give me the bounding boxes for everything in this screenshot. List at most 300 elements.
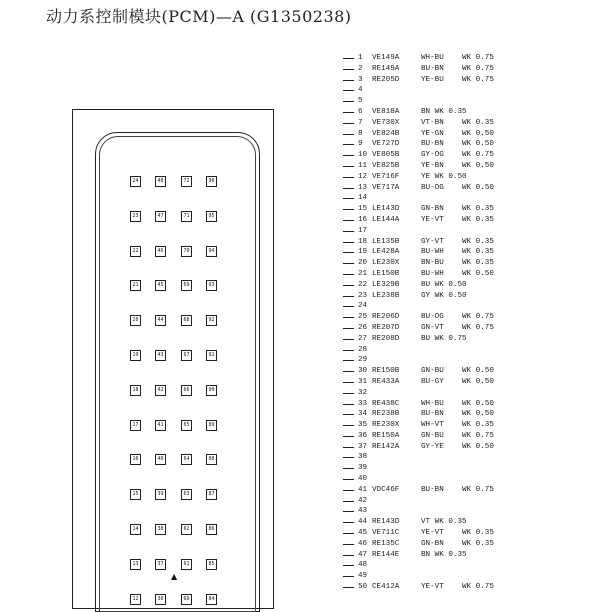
connector-pin: 24 xyxy=(130,176,141,187)
wire-size: WK 0.50 xyxy=(462,410,494,419)
wire-size: WK 0.35 xyxy=(462,205,494,214)
wire-color: BU-OG xyxy=(421,313,444,322)
pin-number: 29 xyxy=(358,356,368,365)
pin-list-item xyxy=(343,291,601,302)
pin-lead-line xyxy=(343,490,354,491)
pin-list-item xyxy=(343,150,601,161)
pin-lead-line xyxy=(343,555,354,556)
wire-color: GY-YE xyxy=(421,442,444,451)
wire-size: WK 0.50 xyxy=(462,129,494,138)
pin-number: 9 xyxy=(358,140,363,149)
pin-number: 15 xyxy=(358,205,368,214)
pin-number: 12 xyxy=(358,172,368,181)
pin-list-item xyxy=(343,96,601,107)
wire-color: BU-GY xyxy=(421,377,444,386)
wire-color: YE-VT xyxy=(421,529,444,538)
pin-number: 8 xyxy=(358,129,363,138)
connector-pin: 69 xyxy=(181,280,192,291)
pin-number: 22 xyxy=(358,280,368,289)
connector-pin: 45 xyxy=(155,280,166,291)
circuit-code: RE144E xyxy=(372,550,400,559)
circuit-code: VE711C xyxy=(372,529,400,538)
pin-list-item xyxy=(343,528,601,539)
wire-color: BN WK 0.35 xyxy=(421,107,467,116)
pin-lead-line xyxy=(343,533,354,534)
pin-list-item xyxy=(343,64,601,75)
connector-pin: 88 xyxy=(206,454,217,465)
circuit-code: RE143D xyxy=(372,518,400,527)
pin-number: 37 xyxy=(358,442,368,451)
wire-size: WK 0.35 xyxy=(462,215,494,224)
pin-list-item xyxy=(343,420,601,431)
pin-lead-line xyxy=(343,576,354,577)
connector-pin: 90 xyxy=(206,385,217,396)
pin-lead-line xyxy=(343,220,354,221)
pin-number: 48 xyxy=(358,561,368,570)
circuit-code: VE818A xyxy=(372,107,400,116)
pin-number: 34 xyxy=(358,410,368,419)
pin-list-item xyxy=(343,215,601,226)
connector-pin: 20 xyxy=(130,315,141,326)
pin-lead-line xyxy=(343,155,354,156)
circuit-code: RE208D xyxy=(372,334,400,343)
circuit-code: VE825B xyxy=(372,161,400,170)
wire-color: GY WK 0.50 xyxy=(421,291,467,300)
wire-size: WK 0.50 xyxy=(462,183,494,192)
pin-number: 27 xyxy=(358,334,368,343)
connector-pin: 86 xyxy=(206,524,217,535)
connector-housing-inner xyxy=(99,136,256,612)
connector-pin: 68 xyxy=(181,315,192,326)
wire-size: WK 0.75 xyxy=(462,151,494,160)
pin-number: 10 xyxy=(358,151,368,160)
pin-list-item xyxy=(343,345,601,356)
pin-number: 1 xyxy=(358,54,363,62)
connector-pin: 37 xyxy=(155,559,166,570)
wire-size: WK 0.50 xyxy=(462,399,494,408)
connector-pin: 95 xyxy=(206,211,217,222)
wire-size: WK 0.50 xyxy=(462,161,494,170)
pin-lead-line xyxy=(343,328,354,329)
pin-number: 25 xyxy=(358,313,368,322)
pin-number: 35 xyxy=(358,421,368,430)
pin-list-item xyxy=(343,269,601,280)
pin-list-item xyxy=(343,247,601,258)
pin-lead-line xyxy=(343,177,354,178)
pin-number: 13 xyxy=(358,183,368,192)
circuit-code: RE135C xyxy=(372,539,400,548)
circuit-code: RE438C xyxy=(372,399,400,408)
pin-list xyxy=(343,53,601,593)
connector-pin: 13 xyxy=(130,559,141,570)
connector-pin: 42 xyxy=(155,385,166,396)
pin-list-item xyxy=(343,226,601,237)
connector-key-icon: ▲ xyxy=(171,572,178,581)
wire-color: GN-BU xyxy=(421,431,444,440)
circuit-code: VE716F xyxy=(372,172,400,181)
circuit-code: RE205D xyxy=(372,75,400,84)
pin-number: 46 xyxy=(358,539,368,548)
pin-list-item xyxy=(343,204,601,215)
pin-list-item xyxy=(343,550,601,561)
pin-number: 47 xyxy=(358,550,368,559)
pin-number: 42 xyxy=(358,496,368,505)
connector-pin: 66 xyxy=(181,385,192,396)
pin-list-item xyxy=(343,506,601,517)
pin-list-item xyxy=(343,193,601,204)
circuit-code: RE206D xyxy=(372,313,400,322)
pin-number: 26 xyxy=(358,323,368,332)
pin-number: 40 xyxy=(358,475,368,484)
wire-color: BN WK 0.35 xyxy=(421,550,467,559)
pin-number: 7 xyxy=(358,118,363,127)
wire-color: GY-VT xyxy=(421,237,444,246)
connector-pin: 61 xyxy=(181,559,192,570)
circuit-code: RE433A xyxy=(372,377,400,386)
pin-lead-line xyxy=(343,425,354,426)
connector-pin: 46 xyxy=(155,246,166,257)
wire-color: YE-BU xyxy=(421,75,444,84)
pin-lead-line xyxy=(343,90,354,91)
pin-list-item xyxy=(343,301,601,312)
circuit-code: LE135B xyxy=(372,237,400,246)
connector-pin: 44 xyxy=(155,315,166,326)
connector-pin: 96 xyxy=(206,176,217,187)
pin-list-item xyxy=(343,107,601,118)
pin-list-item xyxy=(343,399,601,410)
pin-number: 31 xyxy=(358,377,368,386)
pin-list-item xyxy=(343,377,601,388)
pin-lead-line xyxy=(343,274,354,275)
wire-size: WK 0.35 xyxy=(462,259,494,268)
circuit-code: RE150B xyxy=(372,367,400,376)
pin-number: 33 xyxy=(358,399,368,408)
circuit-code: VE730X xyxy=(372,118,400,127)
connector-pin: 64 xyxy=(181,454,192,465)
circuit-code: VE727D xyxy=(372,140,400,149)
pin-number: 41 xyxy=(358,485,368,494)
wire-size: WK 0.50 xyxy=(462,377,494,386)
wire-color: VT WK 0.35 xyxy=(421,518,467,527)
pin-number: 11 xyxy=(358,161,368,170)
wire-color: BU-WH xyxy=(421,269,444,278)
wire-color: YE-BN xyxy=(421,161,444,170)
pin-list-item xyxy=(343,560,601,571)
wire-color: YE-VT xyxy=(421,215,444,224)
pin-lead-line xyxy=(343,252,354,253)
pin-list-item xyxy=(343,334,601,345)
pin-list-item xyxy=(343,355,601,366)
pin-list-item xyxy=(343,431,601,442)
wire-size: WK 0.75 xyxy=(462,75,494,84)
pin-list-item xyxy=(343,129,601,140)
connector-pin: 38 xyxy=(155,524,166,535)
wire-color: WH-VT xyxy=(421,421,444,430)
pin-list-item xyxy=(343,161,601,172)
wire-color: BU-OG xyxy=(421,183,444,192)
pin-lead-line xyxy=(343,436,354,437)
wire-color: BU WK 0.50 xyxy=(421,280,467,289)
wire-size: WK 0.75 xyxy=(462,313,494,322)
pin-lead-line xyxy=(343,69,354,70)
connector-pin: 92 xyxy=(206,315,217,326)
circuit-code: VE717A xyxy=(372,183,400,192)
pin-lead-line xyxy=(343,468,354,469)
wire-color: GN-BN xyxy=(421,539,444,548)
circuit-code: LE238B xyxy=(372,291,400,300)
pin-lead-line xyxy=(343,209,354,210)
pin-number: 38 xyxy=(358,453,368,462)
circuit-code: CE412A xyxy=(372,583,400,592)
wire-color: BU-BN xyxy=(421,140,444,149)
pin-number: 24 xyxy=(358,302,368,311)
pin-list-item xyxy=(343,409,601,420)
pin-lead-line xyxy=(343,447,354,448)
connector-pin: 15 xyxy=(130,489,141,500)
connector-pin: 87 xyxy=(206,489,217,500)
pin-list-item xyxy=(343,258,601,269)
connector-pin: 16 xyxy=(130,454,141,465)
pin-number: 17 xyxy=(358,226,368,235)
connector-pin: 23 xyxy=(130,211,141,222)
pin-lead-line xyxy=(343,393,354,394)
pin-lead-line xyxy=(343,317,354,318)
pin-list-item xyxy=(343,463,601,474)
pin-list-item xyxy=(343,452,601,463)
pin-lead-line xyxy=(343,522,354,523)
connector-pin: 89 xyxy=(206,420,217,431)
circuit-code: RE230X xyxy=(372,421,400,430)
connector-pin: 85 xyxy=(206,559,217,570)
connector-pin: 18 xyxy=(130,385,141,396)
pin-lead-line xyxy=(343,296,354,297)
circuit-code: LE143D xyxy=(372,205,400,214)
pin-list-item xyxy=(343,312,601,323)
pin-number: 5 xyxy=(358,97,363,106)
wire-color: BU-BN xyxy=(421,410,444,419)
pin-number: 21 xyxy=(358,269,368,278)
pin-list-item xyxy=(343,53,601,64)
pin-lead-line xyxy=(343,188,354,189)
circuit-code: RE142A xyxy=(372,442,400,451)
wire-color: GY-OG xyxy=(421,151,444,160)
pin-list-item xyxy=(343,388,601,399)
connector-pin: 12 xyxy=(130,594,141,605)
pin-list-item xyxy=(343,237,601,248)
pin-number: 45 xyxy=(358,529,368,538)
circuit-code: RE149A xyxy=(372,64,400,73)
pin-lead-line xyxy=(343,350,354,351)
pin-lead-line xyxy=(343,198,354,199)
wire-size: WK 0.50 xyxy=(462,367,494,376)
wire-size: WK 0.35 xyxy=(462,529,494,538)
pin-list-item xyxy=(343,517,601,528)
pin-number: 19 xyxy=(358,248,368,257)
wire-size: WK 0.35 xyxy=(462,248,494,257)
wire-size: WK 0.75 xyxy=(462,485,494,494)
wire-size: WK 0.75 xyxy=(462,54,494,62)
pin-lead-line xyxy=(343,479,354,480)
connector-pin: 36 xyxy=(155,594,166,605)
pin-lead-line xyxy=(343,414,354,415)
pin-list-item xyxy=(343,582,601,593)
pin-lead-line xyxy=(343,123,354,124)
wire-color: BU WK 0.75 xyxy=(421,334,467,343)
connector-pin: 39 xyxy=(155,489,166,500)
pin-number: 50 xyxy=(358,583,368,592)
connector-pin: 70 xyxy=(181,246,192,257)
pin-number: 30 xyxy=(358,367,368,376)
wire-size: WK 0.75 xyxy=(462,323,494,332)
connector-pin: 84 xyxy=(206,594,217,605)
wire-color: GN-VT xyxy=(421,323,444,332)
connector-pin: 22 xyxy=(130,246,141,257)
connector-pin: 40 xyxy=(155,454,166,465)
pin-number: 32 xyxy=(358,388,368,397)
wire-color: YE-GN xyxy=(421,129,444,138)
wire-color: YE WK 0.50 xyxy=(421,172,467,181)
wire-color: BN-BU xyxy=(421,259,444,268)
circuit-code: VE824B xyxy=(372,129,400,138)
connector-pin: 72 xyxy=(181,176,192,187)
wire-size: WK 0.35 xyxy=(462,237,494,246)
wire-size: WK 0.35 xyxy=(462,118,494,127)
pin-number: 3 xyxy=(358,75,363,84)
pin-lead-line xyxy=(343,80,354,81)
pin-lead-line xyxy=(343,404,354,405)
connector-pin: 63 xyxy=(181,489,192,500)
pin-number: 4 xyxy=(358,86,363,95)
wire-color: BU-BN xyxy=(421,485,444,494)
wire-size: WK 0.50 xyxy=(462,269,494,278)
circuit-code: VDC46F xyxy=(372,485,400,494)
wire-size: WK 0.35 xyxy=(462,539,494,548)
pin-lead-line xyxy=(343,339,354,340)
pin-number: 44 xyxy=(358,518,368,527)
circuit-code: LE329B xyxy=(372,280,400,289)
circuit-code: VE805B xyxy=(372,151,400,160)
wire-color: WH-BU xyxy=(421,399,444,408)
pin-number: 20 xyxy=(358,259,368,268)
pin-lead-line xyxy=(343,360,354,361)
circuit-code: LE230X xyxy=(372,259,400,268)
wire-size: WK 0.75 xyxy=(462,431,494,440)
wire-color: WH-BU xyxy=(421,54,444,62)
pin-number: 43 xyxy=(358,507,368,516)
pin-list-item xyxy=(343,75,601,86)
pin-number: 16 xyxy=(358,215,368,224)
connector-pin: 47 xyxy=(155,211,166,222)
pin-list-item xyxy=(343,442,601,453)
circuit-code: RE238B xyxy=(372,410,400,419)
wire-size: WK 0.50 xyxy=(462,140,494,149)
connector-pin: 67 xyxy=(181,350,192,361)
connector-pin: 21 xyxy=(130,280,141,291)
pin-list-item xyxy=(343,85,601,96)
pin-number: 6 xyxy=(358,107,363,116)
pin-lead-line xyxy=(343,501,354,502)
pin-lead-line xyxy=(343,511,354,512)
pin-lead-line xyxy=(343,134,354,135)
connector-pin: 41 xyxy=(155,420,166,431)
pin-list-item xyxy=(343,172,601,183)
pin-lead-line xyxy=(343,112,354,113)
wire-color: GN-BU xyxy=(421,367,444,376)
pin-number: 14 xyxy=(358,194,368,203)
pin-number: 36 xyxy=(358,431,368,440)
pin-number: 49 xyxy=(358,572,368,581)
connector-pin: 62 xyxy=(181,524,192,535)
pin-list-item xyxy=(343,485,601,496)
pin-list-item xyxy=(343,539,601,550)
pin-lead-line xyxy=(343,565,354,566)
pin-lead-line xyxy=(343,285,354,286)
connector-pin: 91 xyxy=(206,350,217,361)
wire-color: YE-VT xyxy=(421,583,444,592)
pin-list-item xyxy=(343,183,601,194)
pin-number: 23 xyxy=(358,291,368,300)
pin-list-item xyxy=(343,366,601,377)
pin-list-item xyxy=(343,474,601,485)
connector-pin: 17 xyxy=(130,420,141,431)
pin-lead-line xyxy=(343,263,354,264)
circuit-code: VE149A xyxy=(372,54,400,62)
wire-color: BU-WH xyxy=(421,248,444,257)
pin-lead-line xyxy=(343,371,354,372)
connector-pin: 65 xyxy=(181,420,192,431)
pin-lead-line xyxy=(343,144,354,145)
wire-size: WK 0.35 xyxy=(462,421,494,430)
pin-list-item xyxy=(343,496,601,507)
pin-lead-line xyxy=(343,306,354,307)
pin-lead-line xyxy=(343,457,354,458)
pin-lead-line xyxy=(343,101,354,102)
connector-pin: 14 xyxy=(130,524,141,535)
page-title: 动力系控制模块(PCM)—A (G1350238) xyxy=(46,7,352,26)
pin-number: 18 xyxy=(358,237,368,246)
wire-size: WK 0.75 xyxy=(462,583,494,592)
circuit-code: LE144A xyxy=(372,215,400,224)
wire-color: GN-BN xyxy=(421,205,444,214)
pin-lead-line xyxy=(343,587,354,588)
connector-pin: 60 xyxy=(181,594,192,605)
connector-pin: 71 xyxy=(181,211,192,222)
circuit-code: RE150A xyxy=(372,431,400,440)
wire-size: WK 0.50 xyxy=(462,442,494,451)
wire-size: WK 0.75 xyxy=(462,64,494,73)
connector-pin: 94 xyxy=(206,246,217,257)
pin-list-item xyxy=(343,280,601,291)
pin-list-item xyxy=(343,323,601,334)
pin-lead-line xyxy=(343,544,354,545)
wire-color: BU-BN xyxy=(421,64,444,73)
circuit-code: LE428A xyxy=(372,248,400,257)
connector-pin: 93 xyxy=(206,280,217,291)
pin-list-item xyxy=(343,118,601,129)
pin-list-item xyxy=(343,571,601,582)
pin-number: 28 xyxy=(358,345,368,354)
circuit-code: RE207D xyxy=(372,323,400,332)
connector-pin: 19 xyxy=(130,350,141,361)
pin-lead-line xyxy=(343,231,354,232)
pin-lead-line xyxy=(343,166,354,167)
connector-pin: 48 xyxy=(155,176,166,187)
wire-color: VT-BN xyxy=(421,118,444,127)
pin-lead-line xyxy=(343,382,354,383)
pin-number: 2 xyxy=(358,64,363,73)
pin-lead-line xyxy=(343,58,354,59)
connector-pin: 43 xyxy=(155,350,166,361)
